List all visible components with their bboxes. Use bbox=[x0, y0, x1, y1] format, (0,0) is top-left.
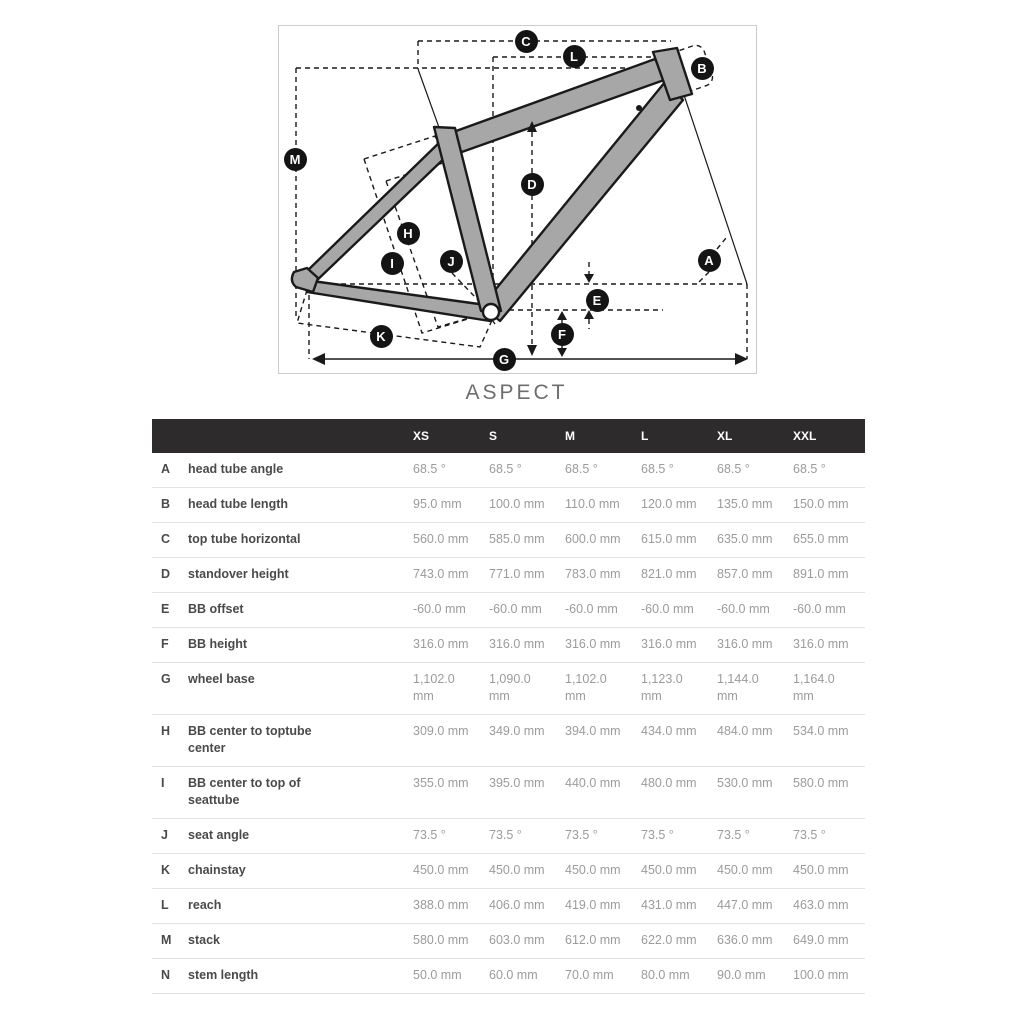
column-header-xxl: XXL bbox=[789, 419, 865, 453]
table-row-i bbox=[152, 767, 865, 819]
cell-m: 73.5 ° bbox=[561, 819, 637, 854]
row-letter: N bbox=[152, 959, 180, 994]
row-letter: H bbox=[152, 715, 180, 767]
cell-xl: 68.5 ° bbox=[713, 453, 789, 488]
cell-xl: 90.0 mm bbox=[713, 959, 789, 994]
table-row-j bbox=[152, 819, 865, 854]
cell-s: 60.0 mm bbox=[485, 959, 561, 994]
diagram-badge-m: M bbox=[284, 148, 307, 171]
cell-l: 1,123.0 mm bbox=[637, 663, 713, 715]
cell-s: 771.0 mm bbox=[485, 558, 561, 593]
row-name: seat angle bbox=[180, 819, 409, 854]
cell-l: 120.0 mm bbox=[637, 488, 713, 523]
cell-s: 603.0 mm bbox=[485, 924, 561, 959]
cell-m: 450.0 mm bbox=[561, 854, 637, 889]
cell-xs: 580.0 mm bbox=[409, 924, 485, 959]
cell-l: -60.0 mm bbox=[637, 593, 713, 628]
cell-s: 349.0 mm bbox=[485, 715, 561, 767]
diagram-badge-k: K bbox=[370, 325, 393, 348]
cell-s: 1,090.0 mm bbox=[485, 663, 561, 715]
table-body bbox=[152, 453, 865, 994]
cell-m: 70.0 mm bbox=[561, 959, 637, 994]
cell-l: 80.0 mm bbox=[637, 959, 713, 994]
cell-xl: 135.0 mm bbox=[713, 488, 789, 523]
column-header-letter bbox=[152, 419, 180, 453]
cell-xxl: -60.0 mm bbox=[789, 593, 865, 628]
row-letter: D bbox=[152, 558, 180, 593]
cell-xs: 50.0 mm bbox=[409, 959, 485, 994]
header-row bbox=[152, 419, 865, 453]
cell-m: -60.0 mm bbox=[561, 593, 637, 628]
cell-s: 395.0 mm bbox=[485, 767, 561, 819]
row-letter: K bbox=[152, 854, 180, 889]
cell-s: 100.0 mm bbox=[485, 488, 561, 523]
cell-xl: 316.0 mm bbox=[713, 628, 789, 663]
cell-xl: 530.0 mm bbox=[713, 767, 789, 819]
cell-xs: 388.0 mm bbox=[409, 889, 485, 924]
diagram-badge-l: L bbox=[563, 45, 586, 68]
cell-xs: 316.0 mm bbox=[409, 628, 485, 663]
cell-l: 821.0 mm bbox=[637, 558, 713, 593]
table-row-l bbox=[152, 889, 865, 924]
column-header-s: S bbox=[485, 419, 561, 453]
cell-xl: 450.0 mm bbox=[713, 854, 789, 889]
row-name: BB height bbox=[180, 628, 409, 663]
cell-m: 600.0 mm bbox=[561, 523, 637, 558]
row-name: top tube horizontal bbox=[180, 523, 409, 558]
table-row-d bbox=[152, 558, 865, 593]
diagram-badge-b: B bbox=[691, 57, 714, 80]
table-row-b bbox=[152, 488, 865, 523]
column-header-l: L bbox=[637, 419, 713, 453]
cell-xxl: 655.0 mm bbox=[789, 523, 865, 558]
cell-xs: 560.0 mm bbox=[409, 523, 485, 558]
cell-s: 406.0 mm bbox=[485, 889, 561, 924]
row-name: BB center to toptube center bbox=[180, 715, 409, 767]
row-name: BB offset bbox=[180, 593, 409, 628]
row-letter: J bbox=[152, 819, 180, 854]
diagram-badge-h: H bbox=[397, 222, 420, 245]
row-name: stack bbox=[180, 924, 409, 959]
cell-xs: 68.5 ° bbox=[409, 453, 485, 488]
cell-s: 316.0 mm bbox=[485, 628, 561, 663]
cell-xxl: 316.0 mm bbox=[789, 628, 865, 663]
cell-m: 110.0 mm bbox=[561, 488, 637, 523]
cell-l: 68.5 ° bbox=[637, 453, 713, 488]
badge-layer bbox=[279, 26, 756, 373]
row-name: head tube length bbox=[180, 488, 409, 523]
cell-xs: 95.0 mm bbox=[409, 488, 485, 523]
row-letter: L bbox=[152, 889, 180, 924]
cell-m: 612.0 mm bbox=[561, 924, 637, 959]
table-header bbox=[152, 419, 865, 453]
diagram-title: ASPECT bbox=[465, 381, 568, 404]
cell-xl: 635.0 mm bbox=[713, 523, 789, 558]
cell-xs: 450.0 mm bbox=[409, 854, 485, 889]
cell-xxl: 534.0 mm bbox=[789, 715, 865, 767]
table-row-c bbox=[152, 523, 865, 558]
diagram-badge-a: A bbox=[698, 249, 721, 272]
cell-l: 316.0 mm bbox=[637, 628, 713, 663]
cell-xxl: 649.0 mm bbox=[789, 924, 865, 959]
cell-xs: 743.0 mm bbox=[409, 558, 485, 593]
row-name: reach bbox=[180, 889, 409, 924]
cell-xl: 73.5 ° bbox=[713, 819, 789, 854]
row-name: chainstay bbox=[180, 854, 409, 889]
column-header-m: M bbox=[561, 419, 637, 453]
cell-xs: 1,102.0 mm bbox=[409, 663, 485, 715]
cell-xl: 1,144.0 mm bbox=[713, 663, 789, 715]
cell-xxl: 463.0 mm bbox=[789, 889, 865, 924]
row-name: BB center to top of seattube bbox=[180, 767, 409, 819]
diagram-badge-e: E bbox=[586, 289, 609, 312]
table-row-a bbox=[152, 453, 865, 488]
row-name: wheel base bbox=[180, 663, 409, 715]
row-letter: M bbox=[152, 924, 180, 959]
cell-xs: 73.5 ° bbox=[409, 819, 485, 854]
cell-xs: 355.0 mm bbox=[409, 767, 485, 819]
diagram-badge-j: J bbox=[440, 250, 463, 273]
row-letter: F bbox=[152, 628, 180, 663]
cell-xxl: 1,164.0 mm bbox=[789, 663, 865, 715]
table-row-e bbox=[152, 593, 865, 628]
diagram-badge-i: I bbox=[381, 252, 404, 275]
table-row-f bbox=[152, 628, 865, 663]
cell-xxl: 891.0 mm bbox=[789, 558, 865, 593]
cell-m: 1,102.0 mm bbox=[561, 663, 637, 715]
cell-xxl: 580.0 mm bbox=[789, 767, 865, 819]
cell-xl: 636.0 mm bbox=[713, 924, 789, 959]
cell-l: 73.5 ° bbox=[637, 819, 713, 854]
column-header-xs: XS bbox=[409, 419, 485, 453]
cell-l: 431.0 mm bbox=[637, 889, 713, 924]
cell-m: 419.0 mm bbox=[561, 889, 637, 924]
diagram-badge-g: G bbox=[493, 348, 516, 371]
cell-xs: 309.0 mm bbox=[409, 715, 485, 767]
column-header-xl: XL bbox=[713, 419, 789, 453]
table-row-g bbox=[152, 663, 865, 715]
cell-l: 622.0 mm bbox=[637, 924, 713, 959]
cell-l: 450.0 mm bbox=[637, 854, 713, 889]
diagram-badge-c: C bbox=[515, 30, 538, 53]
table-row-n bbox=[152, 959, 865, 994]
cell-xl: -60.0 mm bbox=[713, 593, 789, 628]
cell-l: 434.0 mm bbox=[637, 715, 713, 767]
cell-s: 450.0 mm bbox=[485, 854, 561, 889]
cell-l: 615.0 mm bbox=[637, 523, 713, 558]
cell-m: 394.0 mm bbox=[561, 715, 637, 767]
cell-xxl: 150.0 mm bbox=[789, 488, 865, 523]
row-name: head tube angle bbox=[180, 453, 409, 488]
row-letter: A bbox=[152, 453, 180, 488]
row-letter: C bbox=[152, 523, 180, 558]
cell-xxl: 100.0 mm bbox=[789, 959, 865, 994]
row-letter: I bbox=[152, 767, 180, 819]
diagram-badge-f: F bbox=[551, 323, 574, 346]
cell-xl: 857.0 mm bbox=[713, 558, 789, 593]
cell-l: 480.0 mm bbox=[637, 767, 713, 819]
cell-xl: 447.0 mm bbox=[713, 889, 789, 924]
cell-s: -60.0 mm bbox=[485, 593, 561, 628]
cell-s: 73.5 ° bbox=[485, 819, 561, 854]
cell-s: 585.0 mm bbox=[485, 523, 561, 558]
row-letter: B bbox=[152, 488, 180, 523]
row-letter: E bbox=[152, 593, 180, 628]
cell-m: 316.0 mm bbox=[561, 628, 637, 663]
cell-xxl: 68.5 ° bbox=[789, 453, 865, 488]
cell-m: 440.0 mm bbox=[561, 767, 637, 819]
cell-xxl: 450.0 mm bbox=[789, 854, 865, 889]
cell-xs: -60.0 mm bbox=[409, 593, 485, 628]
row-letter: G bbox=[152, 663, 180, 715]
table-row-k bbox=[152, 854, 865, 889]
column-header-name bbox=[180, 419, 409, 453]
cell-m: 68.5 ° bbox=[561, 453, 637, 488]
geometry-table bbox=[152, 419, 865, 994]
row-name: stem length bbox=[180, 959, 409, 994]
diagram-badge-d: D bbox=[521, 173, 544, 196]
cell-s: 68.5 ° bbox=[485, 453, 561, 488]
geometry-diagram bbox=[278, 25, 757, 374]
table-row-m bbox=[152, 924, 865, 959]
row-name: standover height bbox=[180, 558, 409, 593]
cell-xxl: 73.5 ° bbox=[789, 819, 865, 854]
cell-xl: 484.0 mm bbox=[713, 715, 789, 767]
table-row-h bbox=[152, 715, 865, 767]
cell-m: 783.0 mm bbox=[561, 558, 637, 593]
